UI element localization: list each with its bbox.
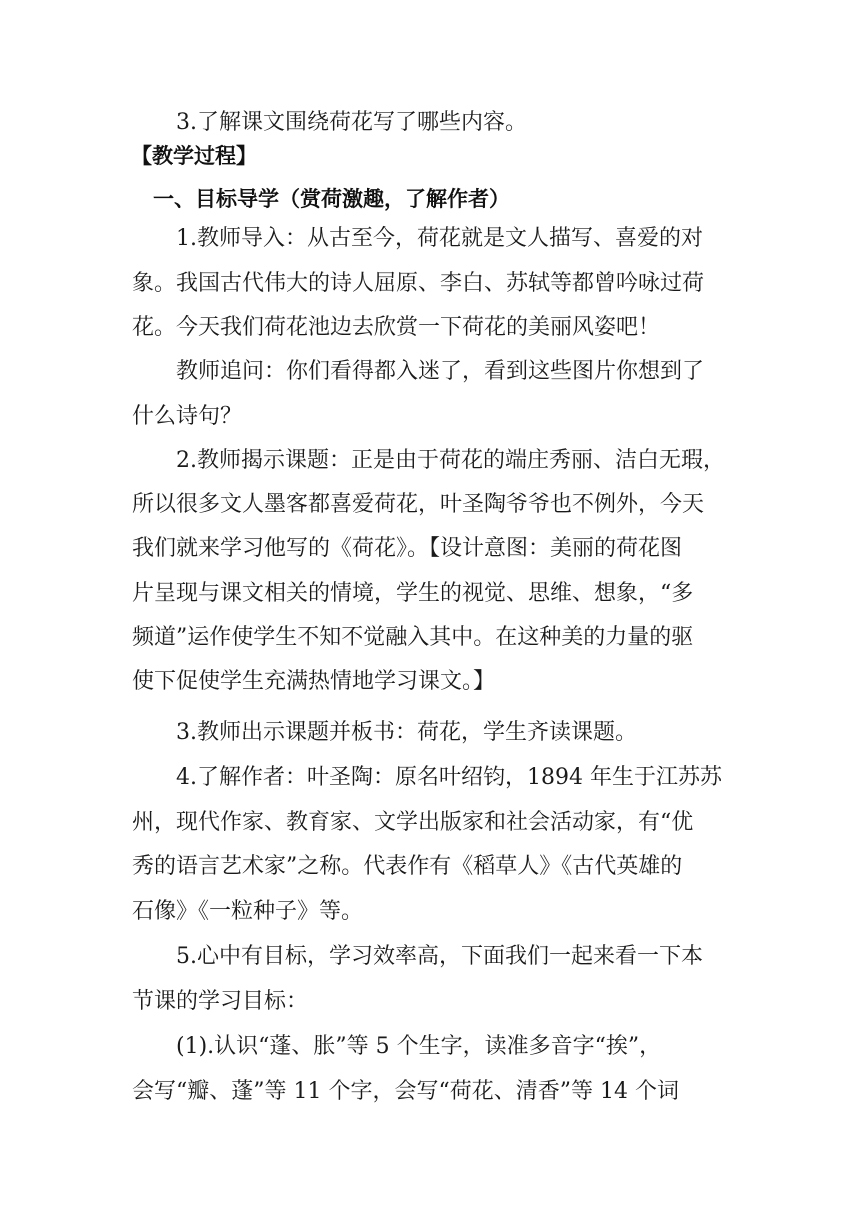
paragraph-line: 频道”运作使学生不知不觉融入其中。在这种美的力量的驱	[132, 625, 694, 650]
paragraph-line: 节课的学习目标：	[132, 989, 309, 1014]
paragraph-line: 花。今天我们荷花池边去欣赏一下荷花的美丽风姿吧！	[132, 315, 661, 340]
paragraph-line: 4.了解作者：叶圣陶：原名叶绍钧，1894 年生于江苏苏	[176, 765, 722, 790]
paragraph-line: 片呈现与课文相关的情境，学生的视觉、思维、想象，“多	[132, 581, 694, 606]
section-title-teaching-process: 【教学过程】	[131, 144, 257, 168]
paragraph-line: 什么诗句？	[132, 404, 243, 429]
paragraph-line: 3.教师出示课题并板书：荷花，学生齐读课题。	[176, 720, 637, 745]
paragraph-line: 5.心中有目标，学习效率高，下面我们一起来看一下本	[176, 944, 703, 969]
paragraph-line: 秀的语言艺术家”之称。代表作有《稻草人》《古代英雄的	[132, 854, 683, 879]
paragraph-line: 我们就来学习他写的《荷花》。【设计意图：美丽的荷花图	[132, 536, 683, 561]
paragraph-line: 使下促使学生充满热情地学习课文。】	[132, 669, 496, 694]
objective-3-line: 3.了解课文围绕荷花写了哪些内容。	[176, 110, 527, 135]
heading-part-one: 一、目标导学（赏荷激趣，了解作者）	[153, 187, 510, 211]
paragraph-line: 州，现代作家、教育家、文学出版家和社会活动家，有“优	[132, 810, 694, 835]
paragraph-line: (1).认识“蓬、胀”等 5 个生字，读准多音字“挨”，	[176, 1034, 662, 1059]
paragraph-line: 所以很多文人墨客都喜爱荷花，叶圣陶爷爷也不例外，今天	[132, 492, 705, 517]
paragraph-line: 会写“瓣、蓬”等 11 个字，会写“荷花、清香”等 14 个词	[132, 1079, 679, 1104]
paragraph-line: 教师追问：你们看得都入迷了，看到这些图片你想到了	[176, 359, 705, 384]
paragraph-line: 石像》《一粒种子》等。	[132, 899, 364, 924]
paragraph-line: 象。我国古代伟大的诗人屈原、李白、苏轼等都曾吟咏过荷	[132, 271, 705, 296]
paragraph-line: 2.教师揭示课题：正是由于荷花的端庄秀丽、洁白无瑕，	[176, 448, 725, 473]
paragraph-line: 1.教师导入：从古至今，荷花就是文人描写、喜爱的对	[176, 226, 703, 251]
